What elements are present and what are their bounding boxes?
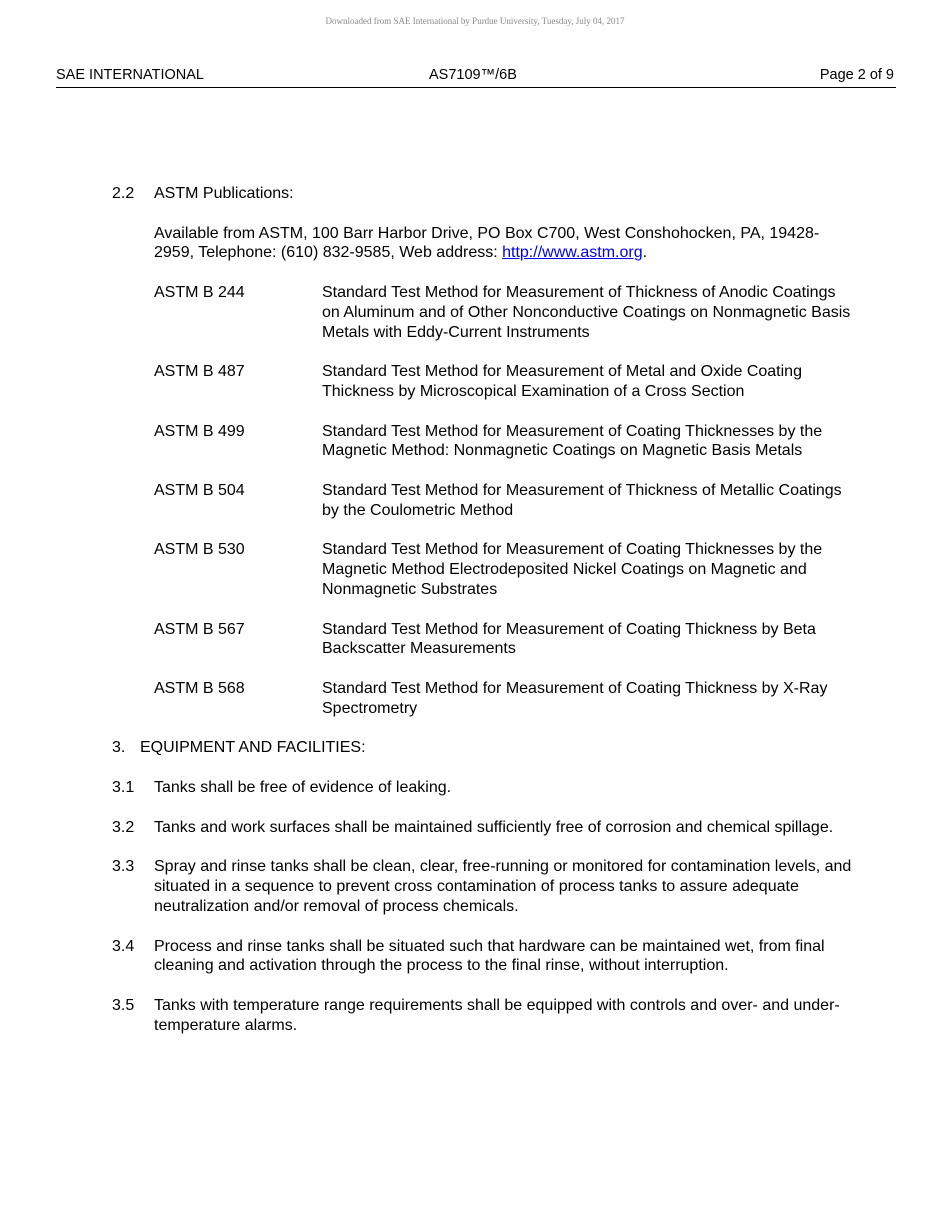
requirement-item — [112, 778, 852, 798]
requirement-text: Spray and rinse tanks shall be clean, clear, free-running or monitored for contamination levels, and situated in a sequence to prevent cross contamination of process tanks to assure adequate neutralization and/or removal of process chemicals. — [154, 858, 852, 915]
reference-code: ASTM B 499 — [154, 422, 245, 440]
reference-title: Standard Test Method for Measurement of Thickness of Metallic Coatings by the Coulometric Method — [322, 482, 842, 519]
reference-title: Standard Test Method for Measurement of Coating Thicknesses by the Magnetic Method Electrodeposited Nickel Coatings on Magnetic and Nonmagnetic Substrates — [322, 541, 823, 598]
requirement-number: 3.1 — [112, 779, 135, 797]
page-header — [56, 67, 896, 88]
requirement-text: Process and rinse tanks shall be situated such that hardware can be maintained wet, from final cleaning and activation through the process to the final rinse, without interruption. — [154, 937, 825, 975]
reference-code: ASTM B 487 — [154, 363, 245, 381]
requirement-item — [112, 937, 852, 976]
requirement-number: 3.4 — [112, 937, 135, 955]
reference-item — [154, 620, 852, 659]
reference-title: Standard Test Method for Measurement of Coating Thickness by X-Ray Spectrometry — [322, 679, 828, 717]
requirement-item — [112, 996, 852, 1035]
requirement-text: Tanks shall be free of evidence of leaking. — [154, 779, 452, 797]
reference-code: ASTM B 530 — [154, 541, 245, 559]
reference-code: ASTM B 244 — [154, 284, 245, 302]
reference-title: Standard Test Method for Measurement of Coating Thicknesses by the Magnetic Method: Nonmagnetic Coatings on Magnetic Basis Metals — [322, 422, 823, 460]
astm-availability-paragraph — [154, 224, 852, 263]
astm-reference-list — [154, 283, 852, 718]
reference-code: ASTM B 504 — [154, 482, 245, 500]
reference-item — [154, 422, 852, 461]
requirement-number: 3.5 — [112, 996, 135, 1014]
reference-item — [154, 283, 852, 342]
reference-title: Standard Test Method for Measurement of Metal and Oxide Coating Thickness by Microscopical Examination of a Cross Section — [322, 363, 802, 400]
astm-intro-end: . — [642, 244, 648, 262]
astm-contact-text: Available from ASTM, 100 Barr Harbor Drive, PO Box C700, West Conshohocken, PA, 19428-2959, Telephone: (610) 832-9585, Web address: — [154, 224, 820, 262]
reference-title: Standard Test Method for Measurement of Coating Thickness by Beta Backscatter Measurements — [322, 620, 816, 658]
requirement-number: 3.2 — [112, 818, 135, 836]
requirement-item — [112, 857, 852, 916]
document-body — [112, 184, 852, 1035]
section-number: 2.2 — [112, 185, 135, 202]
requirement-text: Tanks and work surfaces shall be maintained sufficiently free of corrosion and chemical spillage. — [154, 818, 834, 836]
section-title: ASTM Publications: — [154, 185, 294, 202]
reference-item — [154, 679, 852, 718]
header-page-number: Page 2 of 9 — [819, 67, 894, 83]
reference-item — [154, 362, 852, 401]
requirement-number: 3.3 — [112, 858, 135, 876]
section-number: 3. — [112, 739, 126, 757]
reference-item — [154, 540, 852, 599]
section-title: EQUIPMENT AND FACILITIES: — [140, 739, 366, 757]
requirement-item — [112, 818, 852, 838]
header-organization: SAE INTERNATIONAL — [56, 67, 204, 83]
section-2-2-heading — [112, 184, 852, 204]
requirement-text: Tanks with temperature range requirements shall be equipped with controls and over- and under-temperature alarms. — [154, 996, 840, 1034]
astm-website-link[interactable]: http://www.astm.org — [502, 244, 643, 262]
header-document-number: AS7109™/6B — [429, 67, 517, 83]
download-watermark: Downloaded from SAE International by Purdue University, Tuesday, July 04, 2017 — [325, 16, 625, 26]
reference-item — [154, 481, 852, 520]
reference-code: ASTM B 568 — [154, 679, 245, 697]
section-3-heading — [112, 738, 852, 758]
reference-code: ASTM B 567 — [154, 620, 245, 638]
reference-title: Standard Test Method for Measurement of Thickness of Anodic Coatings on Aluminum and of Other Nonconductive Coatings on Nonmagnetic Basis Metals with Eddy-Current Instruments — [322, 284, 851, 341]
